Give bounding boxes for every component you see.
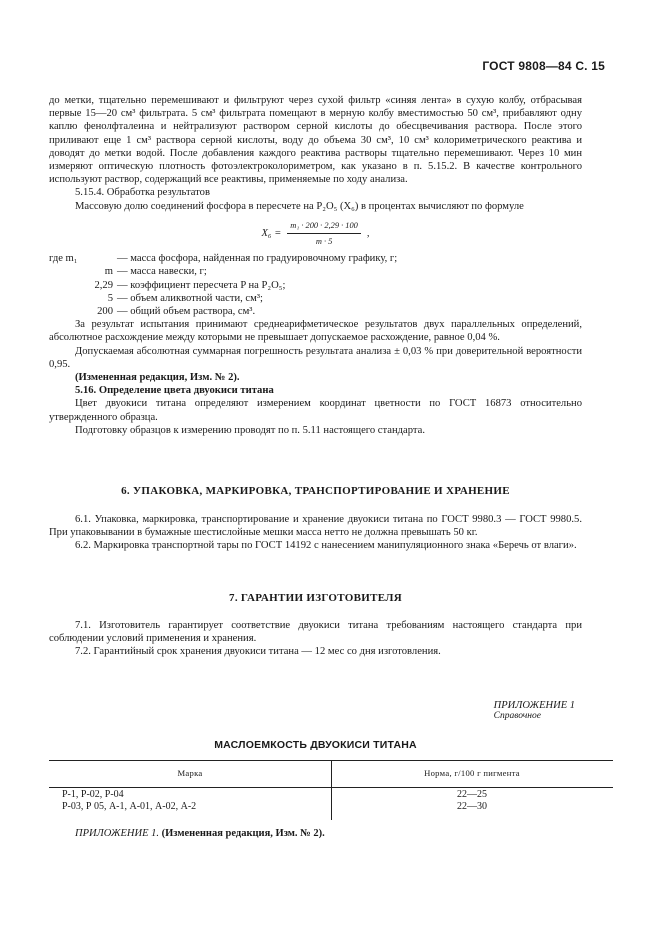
section-7-heading: 7. ГАРАНТИИ ИЗГОТОВИТЕЛЯ bbox=[229, 592, 402, 604]
table-cell-norma: 22—25 bbox=[457, 789, 487, 800]
page-header: ГОСТ 9808—84 С. 15 bbox=[482, 59, 605, 73]
where-symbol: 2,29 bbox=[94, 279, 113, 291]
paragraph-7-1: 7.1. Изготовитель гарантирует соответствие двуокиси титана требованиям настоящего стандарта при соблюдении условий применения и хранения. bbox=[49, 620, 582, 645]
where-description: — масса фосфора, найденная по градуировочному графику, г; bbox=[117, 253, 398, 265]
paragraph-7-2: 7.2. Гарантийный срок хранения двуокиси титана — 12 мес со дня изготовления. bbox=[75, 646, 441, 658]
formula-tail: , bbox=[366, 227, 370, 239]
table-title: МАСЛОЕМКОСТЬ ДВУОКИСИ ТИТАНА bbox=[214, 739, 417, 751]
where-row bbox=[49, 279, 582, 292]
main-text bbox=[49, 94, 582, 437]
formula bbox=[49, 219, 582, 248]
where-description: — коэффициент пересчета P на P₂O₅; bbox=[117, 279, 286, 291]
section-7-text bbox=[49, 619, 582, 659]
section-6-text bbox=[49, 513, 582, 553]
amendment-note: (Измененная редакция, Изм. № 2). bbox=[75, 372, 240, 384]
paragraph-formula-intro: Массовую долю соединений фосфора в пересчете на P₂O₅ (X₆) в процентах вычисляют по формуле bbox=[75, 200, 524, 212]
where-symbol: где m₁ bbox=[49, 253, 78, 265]
where-row bbox=[49, 265, 582, 278]
paragraph-continuation: до метки, тщательно перемешивают и фильтруют через сухой фильтр «синяя лента» в сухую колбу, отбрасывая первые 15—20 см³ фильтрата. 5 см³ фильтрата помещают в мерную колбу вместимостью 50 см³, прибавляют одну каплю фенолфталеина и нейтрализуют раствором серной кислоты до обесцвечивания раствора. После этого приливают еще 1 см³ раствора серной кислоты, воду до объема 30 см³, 10 см³ колориметрического реактива и доводят до метки водой. После добавления каждого реактива растворы тщательно перемешивают. Через 10 мин измеряют оптическую плотность фотоэлектроколориметром, как указано в п. 5.15.2. В качестве контрольного используют раствор, содержащий все реактивы, применяемые по ходу анализа. bbox=[49, 95, 582, 186]
where-row bbox=[49, 292, 582, 305]
paragraph-5-16-heading: 5.16. Определение цвета двуокиси титана bbox=[75, 385, 274, 397]
table-cell-marka: Р-1, Р-02, Р-04 bbox=[62, 789, 124, 800]
paragraph-5-15-4: 5.15.4. Обработка результатов bbox=[75, 187, 210, 199]
paragraph-color: Цвет двуокиси титана определяют измерением координат цветности по ГОСТ 16873 относительно утвержденного образца. bbox=[49, 398, 582, 423]
table-cell-marka: Р-03, Р 05, А-1, А-01, А-02, А-2 bbox=[62, 801, 197, 812]
where-row bbox=[49, 252, 582, 265]
footnote-amendment: (Измененная редакция, Изм. № 2). bbox=[161, 828, 325, 839]
where-description: — общий объем раствора, см³. bbox=[117, 306, 256, 318]
oil-absorption-table bbox=[49, 760, 613, 820]
where-symbol: 5 bbox=[107, 292, 113, 304]
where-symbol: m bbox=[104, 266, 113, 278]
section-6-heading-wrap bbox=[49, 485, 582, 497]
section-7-heading-wrap bbox=[49, 592, 582, 604]
appendix-label: ПРИЛОЖЕНИЕ 1 bbox=[493, 700, 575, 711]
section-6-heading: 6. УПАКОВКА, МАРКИРОВКА, ТРАНСПОРТИРОВАНИЕ И ХРАНЕНИЕ bbox=[121, 485, 510, 497]
formula-denominator: m · 5 bbox=[315, 237, 333, 247]
formula-lhs: X₆ = bbox=[261, 227, 282, 239]
where-row bbox=[49, 305, 582, 318]
appendix-footnote bbox=[75, 828, 325, 839]
appendix-label-block bbox=[494, 700, 575, 721]
formula-numerator: m₁ · 200 · 2,29 · 100 bbox=[287, 219, 361, 234]
paragraph-6-2: 6.2. Маркировка транспортной тары по ГОСТ 14192 с нанесением манипуляционного знака «Беречь от влаги». bbox=[75, 540, 577, 552]
where-description: — объем аликвотной части, см³; bbox=[117, 292, 263, 304]
table-header-marka: Марка bbox=[177, 768, 203, 778]
footnote-appendix-ref: ПРИЛОЖЕНИЕ 1. bbox=[75, 828, 159, 839]
table-header-norma: Норма, г/100 г пигмента bbox=[424, 768, 520, 778]
table-cell-norma: 22—30 bbox=[457, 801, 487, 812]
appendix-sub: Справочное bbox=[493, 711, 541, 721]
where-description: — масса навески, г; bbox=[117, 266, 207, 278]
paragraph-6-1: 6.1. Упаковка, маркировка, транспортирование и хранение двуокиси титана по ГОСТ 9980.3 — ГОСТ 9980.5. При упаковывании в бумажные шестислойные мешки масса нетто не должна превышать 50 кг. bbox=[49, 514, 582, 539]
paragraph-preparation: Подготовку образцов к измерению проводят по п. 5.11 настоящего стандарта. bbox=[75, 424, 426, 436]
paragraph-result: За результат испытания принимают среднеарифметическое результатов двух параллельных определений, абсолютное расхождение между которыми не превышает допускаемое расхождение, равное 0,04 %. bbox=[49, 319, 582, 344]
where-symbol: 200 bbox=[97, 306, 113, 318]
paragraph-error: Допускаемая абсолютная суммарная погрешность результата анализа ± 0,03 % при доверительной вероятности 0,95. bbox=[49, 345, 582, 370]
formula-fraction bbox=[287, 219, 361, 248]
